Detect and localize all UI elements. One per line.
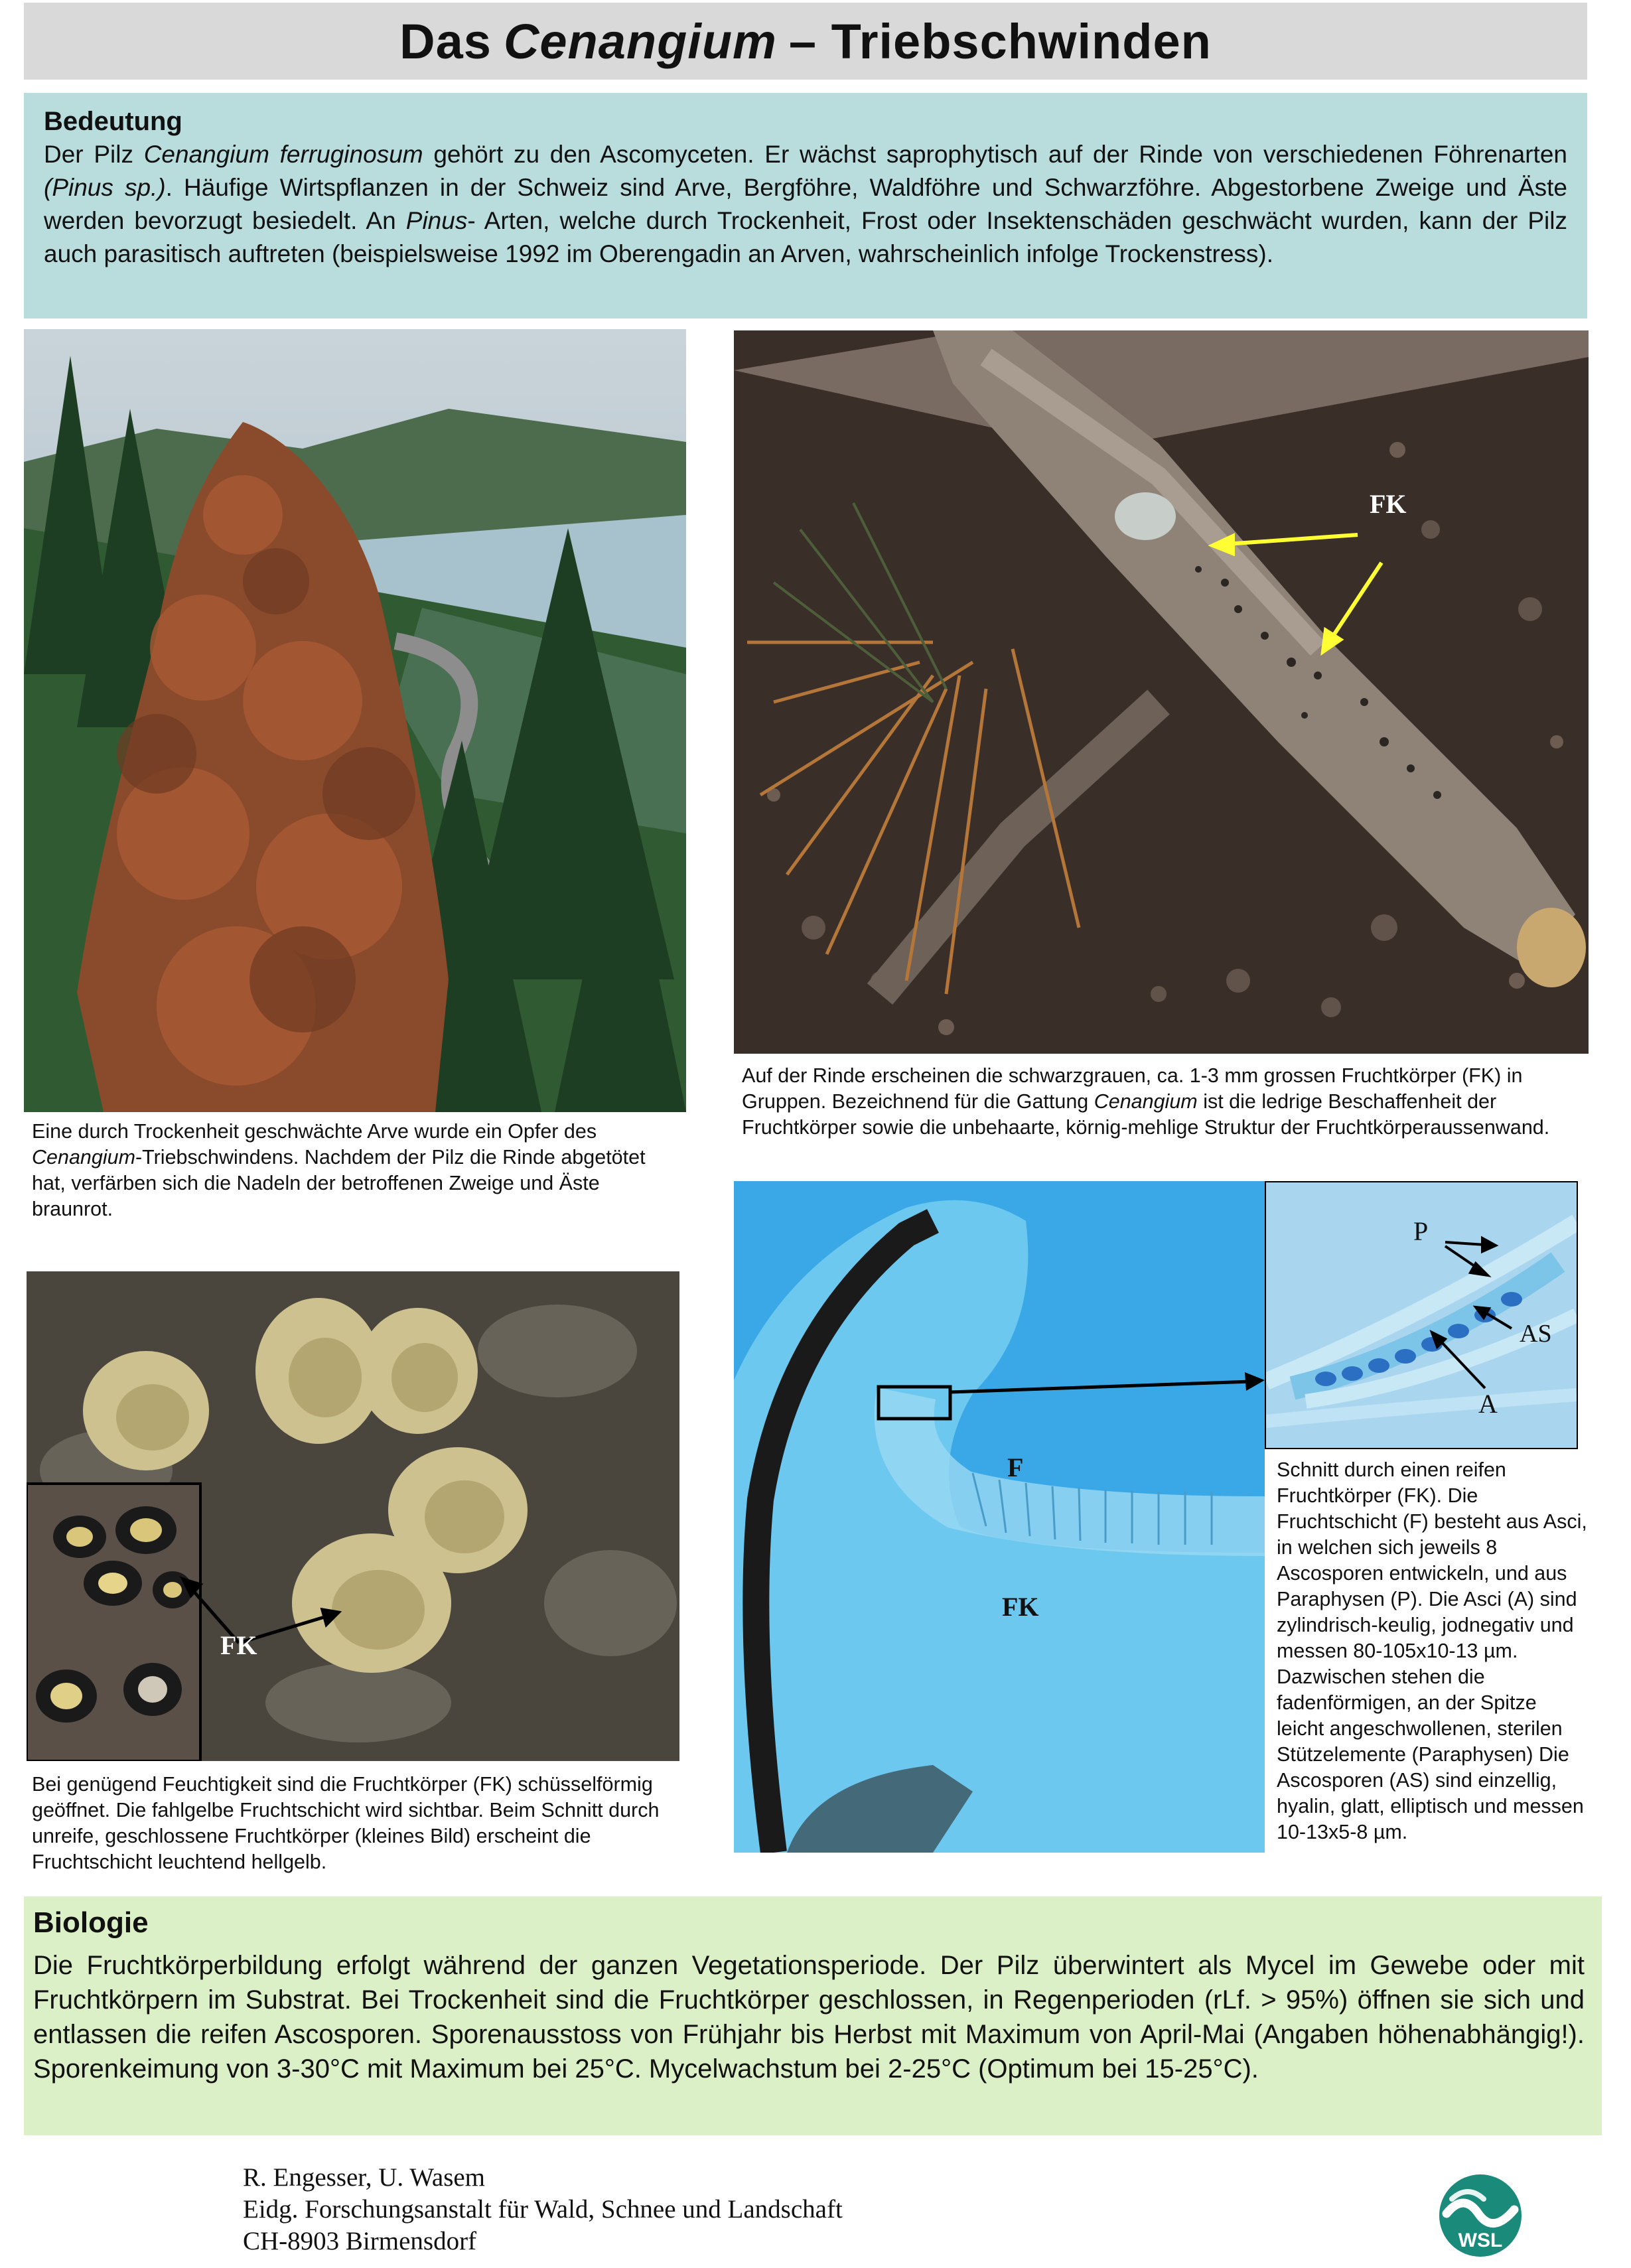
label-a: A — [1478, 1389, 1498, 1419]
bedeutung-heading: Bedeutung — [44, 107, 182, 136]
cups-caption: Bei genügend Feuchtigkeit sind die Fruchtkörper (FK) schüsselförmig geöffnet. Die fahlgelbe Fruchtschicht wird sichtbar. Beim Schnitt durch unreife, geschlossene Fruchtkörper (kleines Bild) erscheint die Fruchtschicht leuchtend hellgelb. — [32, 1773, 660, 1873]
section-caption: Schnitt durch einen reifen Fruchtkörper (FK). Die Fruchtschicht (F) besteht aus Asci, in welchen sich jeweils 8 Ascosporen entwickeln, und aus Paraphysen (P). Die Asci (A) sind zylindrisch-keulig, jodnegativ und messen 80-105x10-13 µm. Dazwischen stehen die fadenförmigen, an der Spitze leicht angeschwollenen, sterilen Stützelemente (Paraphysen) Die Ascosporen (AS) sind einzellig, hyalin, glatt, elliptisch und messen 10-13x5-8 µm. — [1277, 1458, 1587, 1843]
biologie-text: Die Fruchtkörperbildung erfolgt während der ganzen Vegetationsperiode. Der Pilz überwintert als Mycel im Gewebe oder mit Fruchtkörpern im Substrat. Bei Trockenheit sind die Fruchtkörper geschlossen, in Regenperioden (rLf. > 95%) öffnen sie sich und entlassen die reifen Ascosporen. Sporenausstoss von Frühjahr bis Herbst mit Maximum von April-Mai (Angaben höhenabhängig!). Sporenkeimung von 3-30°C mit Maximum bei 25°C. Mycelwachstum bei 2-25°C (Optimum bei 15-25°C). — [33, 1951, 1585, 2084]
page-title — [24, 3, 1587, 80]
label-fk-branch: FK — [1370, 489, 1407, 519]
branch-photo — [734, 330, 1589, 1054]
cups-photo — [27, 1271, 679, 1761]
tree-caption: Eine durch Trockenheit geschwächte Arve wurde ein Opfer des Cenangium-Triebschwindens. Nachdem der Pilz die Rinde abgetötet hat, verfärben sich die Nadeln der betroffenen Zweige und Äste braunrot. — [32, 1120, 646, 1220]
section-illustration — [734, 1181, 1265, 1853]
label-fk-section: FK — [1002, 1592, 1039, 1622]
bedeutung-text: Der Pilz Cenangium ferruginosum gehört zu den Ascomyceten. Er wächst saprophytisch auf der Rinde von verschiedenen Föhrenarten (Pinus sp.). Häufige Wirtspflanzen in der Schweiz sind Arve, Bergföhre, Waldföhre und Schwarzföhre. Abgestorbene Zweige und Äste werden bevorzugt besiedelt. An Pinus- Arten, welche durch Trockenheit, Frost oder Insektenschäden geschwächt wurden, kann der Pilz auch parasitisch auftreten (beispielsweise 1992 im Oberengadin an Arven, wahrscheinlich infolge Trockenstress). — [44, 141, 1567, 267]
wsl-logo-text: WSL — [1458, 2230, 1503, 2251]
label-p: P — [1413, 1216, 1429, 1246]
wsl-logo — [1437, 2172, 1524, 2259]
footer-location: CH-8903 Birmensdorf — [243, 2227, 477, 2255]
label-fk-cups: FK — [220, 1630, 257, 1660]
footer-authors: R. Engesser, U. Wasem — [243, 2163, 486, 2192]
label-f: F — [1007, 1453, 1024, 1482]
branch-caption: Auf der Rinde erscheinen die schwarzgrauen, ca. 1-3 mm grossen Fruchtkörper (FK) in Gruppen. Bezeichnend für die Gattung Cenangium ist die ledrige Beschaffenheit der Fruchtkörper sowie die unbehaarte, körnig-mehlige Struktur der Fruchtkörperaussenwand. — [742, 1064, 1550, 1139]
label-as: AS — [1520, 1320, 1552, 1348]
biologie-box — [24, 1896, 1602, 2135]
footer-institute: Eidg. Forschungsanstalt für Wald, Schnee und Landschaft — [243, 2195, 843, 2224]
branch-illustration — [734, 330, 1589, 1054]
asci-inset — [1265, 1181, 1578, 1449]
title-italic: Cenangium — [503, 13, 777, 69]
title-after: – Triebschwinden — [788, 13, 1212, 69]
tree-photo — [24, 329, 686, 1112]
cups-illustration — [27, 1271, 679, 1761]
footer-address — [243, 2162, 843, 2257]
bedeutung-box — [24, 93, 1587, 319]
section-photo — [734, 1181, 1265, 1853]
biologie-heading: Biologie — [33, 1906, 149, 1939]
title-before: Das — [399, 13, 492, 69]
tree-illustration — [24, 329, 686, 1112]
